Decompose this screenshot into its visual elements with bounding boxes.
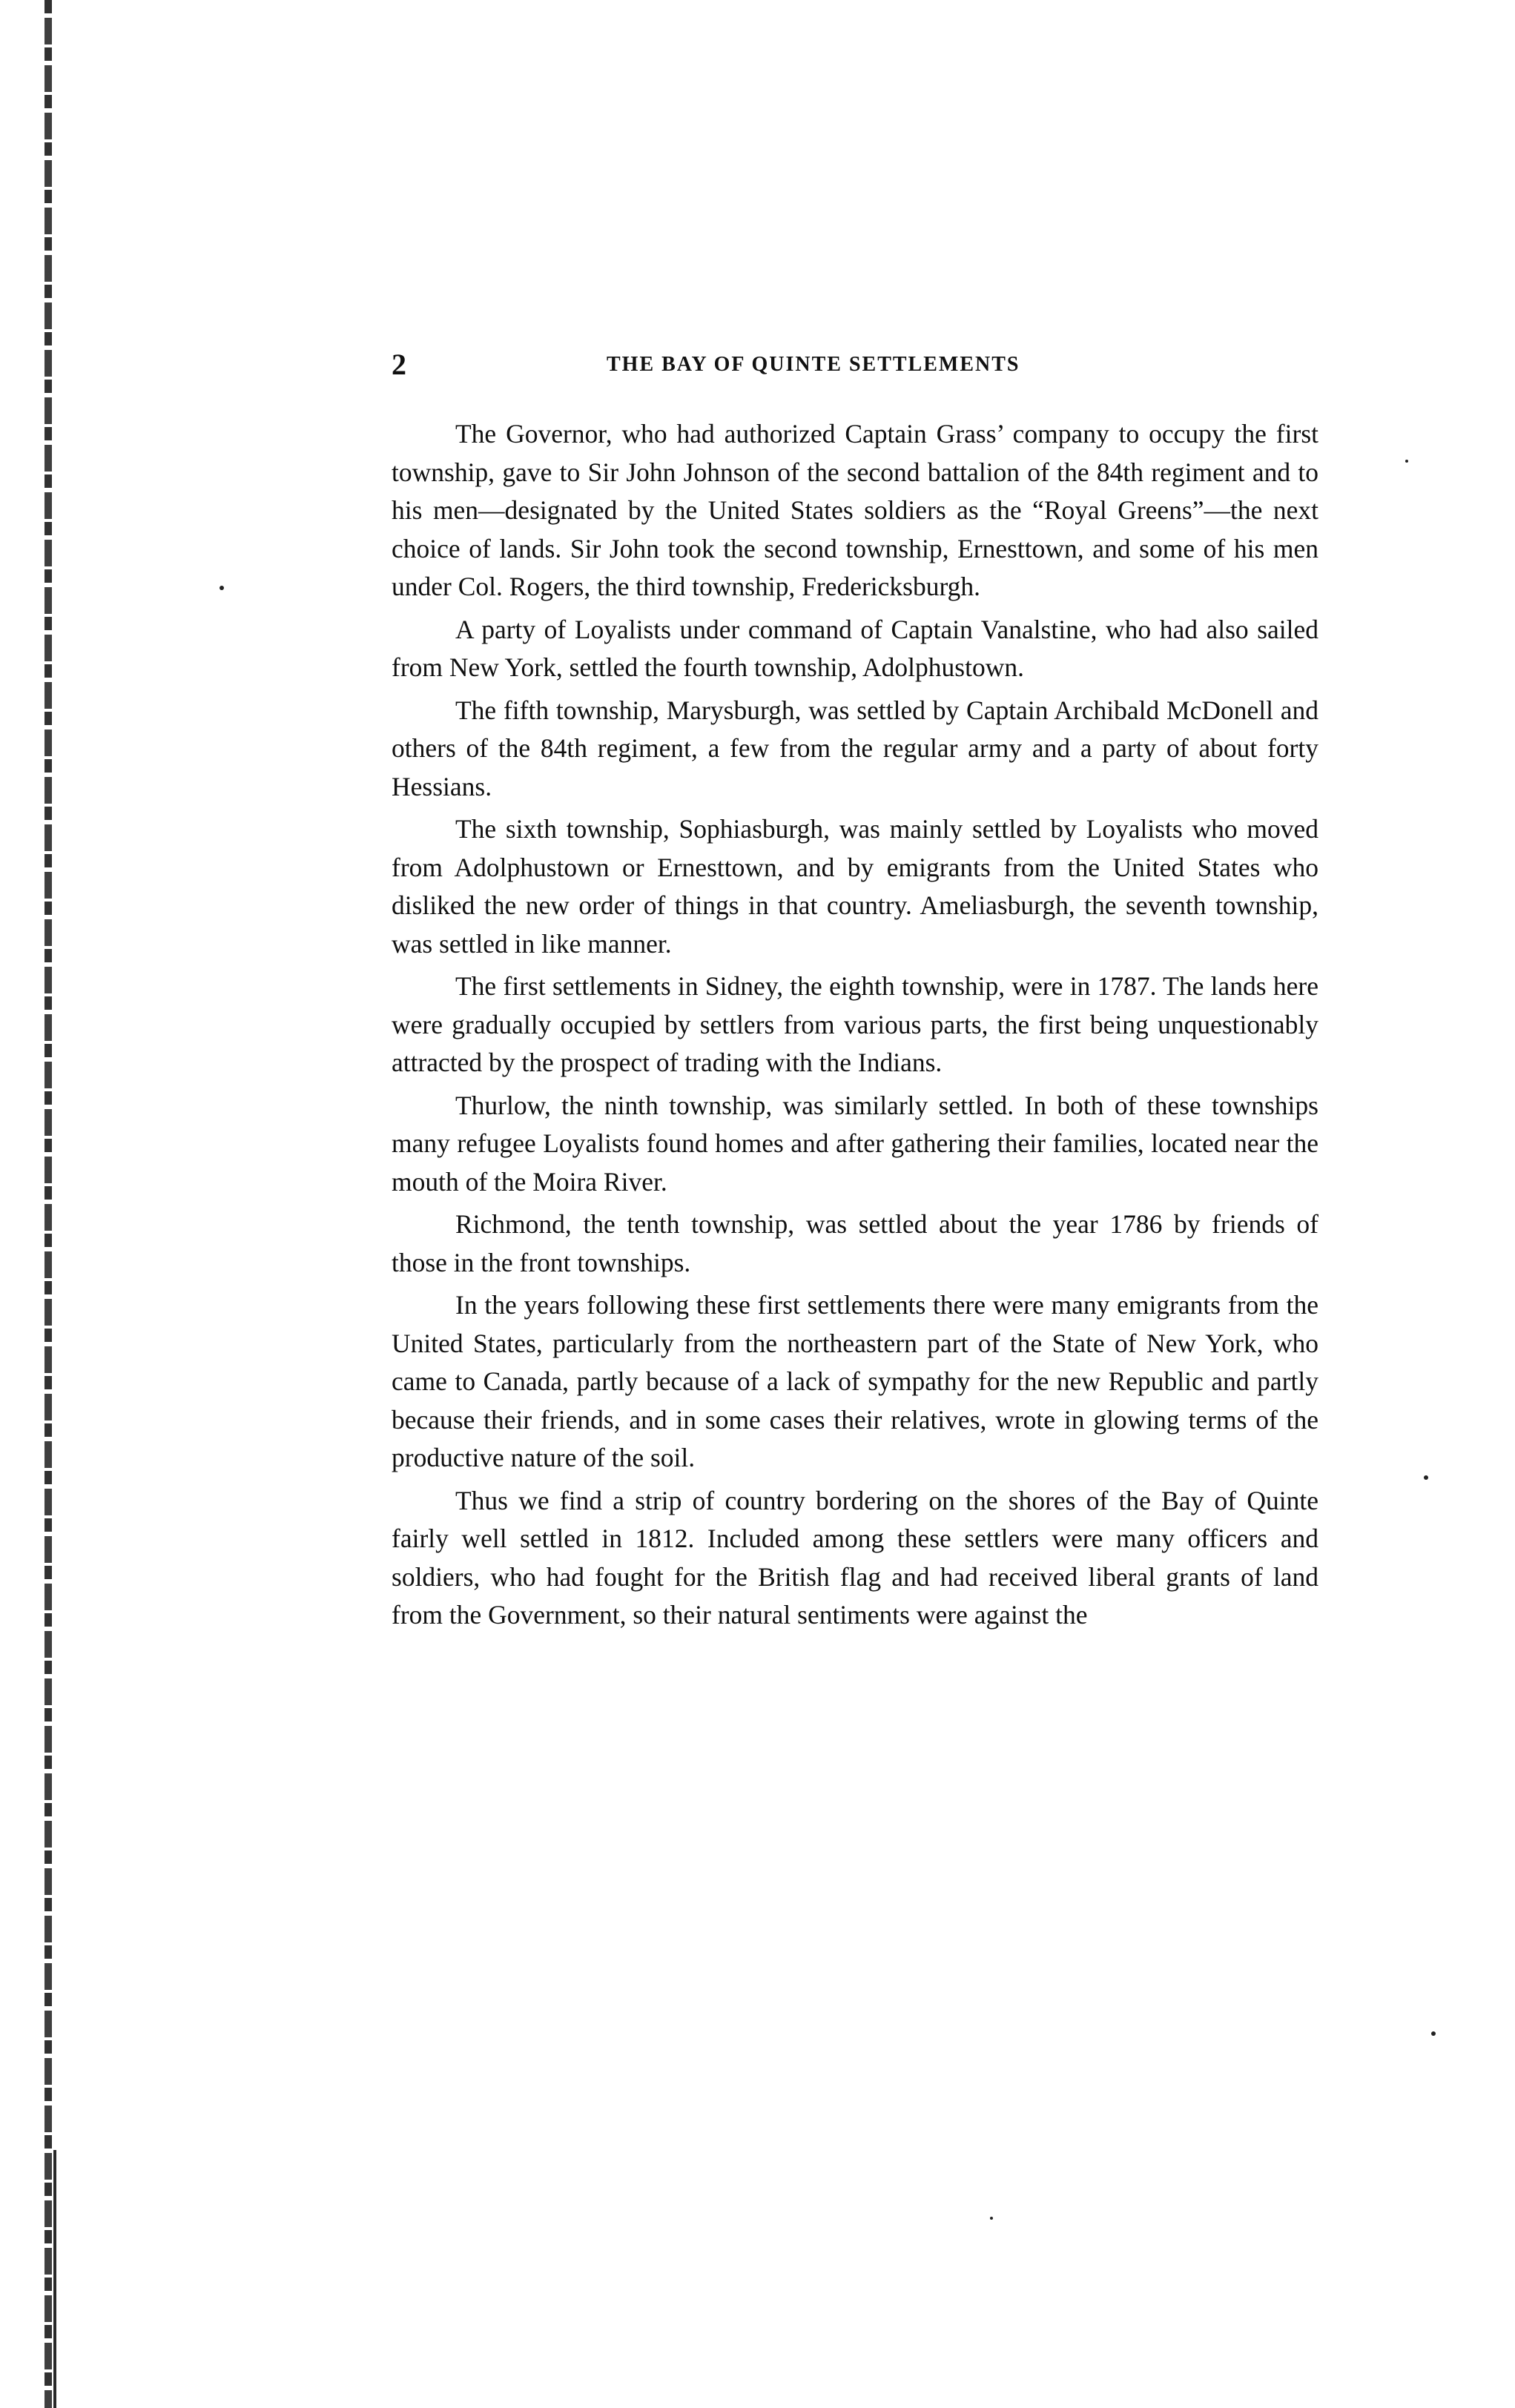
scan-speck — [990, 2217, 993, 2220]
paragraph: In the years following these first settlements there were many emigrants from the United States, particularly from the northeastern part of the State of New York, who came to Canada, partly because of a lack of sympathy for the new Republic and partly because their friends, and in some cases their relatives, wrote in glowing terms of the productive nature of the soil. — [392, 1290, 1318, 1472]
binding-edge — [44, 0, 52, 2408]
paragraph: The fifth township, Marysburgh, was settled by Captain Archibald McDonell and others of the 84th regiment, a few from the regular army and a party of about forty Hessians. — [392, 695, 1318, 801]
scan-speck — [1431, 2031, 1436, 2036]
running-head: THE BAY OF QUINTE SETTLEMENTS — [607, 353, 1020, 376]
paragraph: The Governor, who had authorized Captain Grass’ company to occupy the first township, gave to Sir John Johnson of the second battalion of the 84th regiment and to his men—designated by the United States soldiers as the “Royal Greens”—the next choice of lands. Sir John took the second township, Ernesttown, and some of his men under Col. Rogers, the third township, Fredericksburgh. — [392, 419, 1318, 601]
scan-speck — [1424, 1475, 1428, 1480]
body-text — [392, 415, 1318, 1639]
binding-edge-bottom — [53, 2150, 56, 2408]
paragraph: The first settlements in Sidney, the eighth township, were in 1787. The lands here were gradually occupied by settlers from various parts, the first being unquestionably attracted by the prospect of trading with the Indians. — [392, 971, 1318, 1077]
page-header — [392, 347, 1318, 391]
paragraph: Thus we find a strip of country bordering on the shores of the Bay of Quinte fairly well settled in 1812. Included among these settlers were many officers and soldiers, who had fought for the British flag and had received liberal grants of land from the Government, so their natural sentiments were against the — [392, 1485, 1318, 1630]
paragraph: The sixth township, Sophiasburgh, was mainly settled by Loyalists who moved from Adolphustown or Ernesttown, and by emigrants from the United States who disliked the new order of things in that country. Ameliasburgh, the seventh township, was settled in like manner. — [392, 814, 1318, 959]
paragraph: Richmond, the tenth township, was settled about the year 1786 by friends of those in the front townships. — [392, 1209, 1318, 1277]
paragraph: Thurlow, the ninth township, was similarly settled. In both of these townships many refugee Loyalists found homes and after gathering their families, located near the mouth of the Moira River. — [392, 1090, 1318, 1197]
scan-speck — [220, 586, 224, 590]
page-number: 2 — [392, 348, 406, 381]
paragraph: A party of Loyalists under command of Captain Vanalstine, who had also sailed from New York, settled the fourth township, Adolphustown. — [392, 614, 1318, 682]
scan-speck — [1405, 460, 1408, 463]
